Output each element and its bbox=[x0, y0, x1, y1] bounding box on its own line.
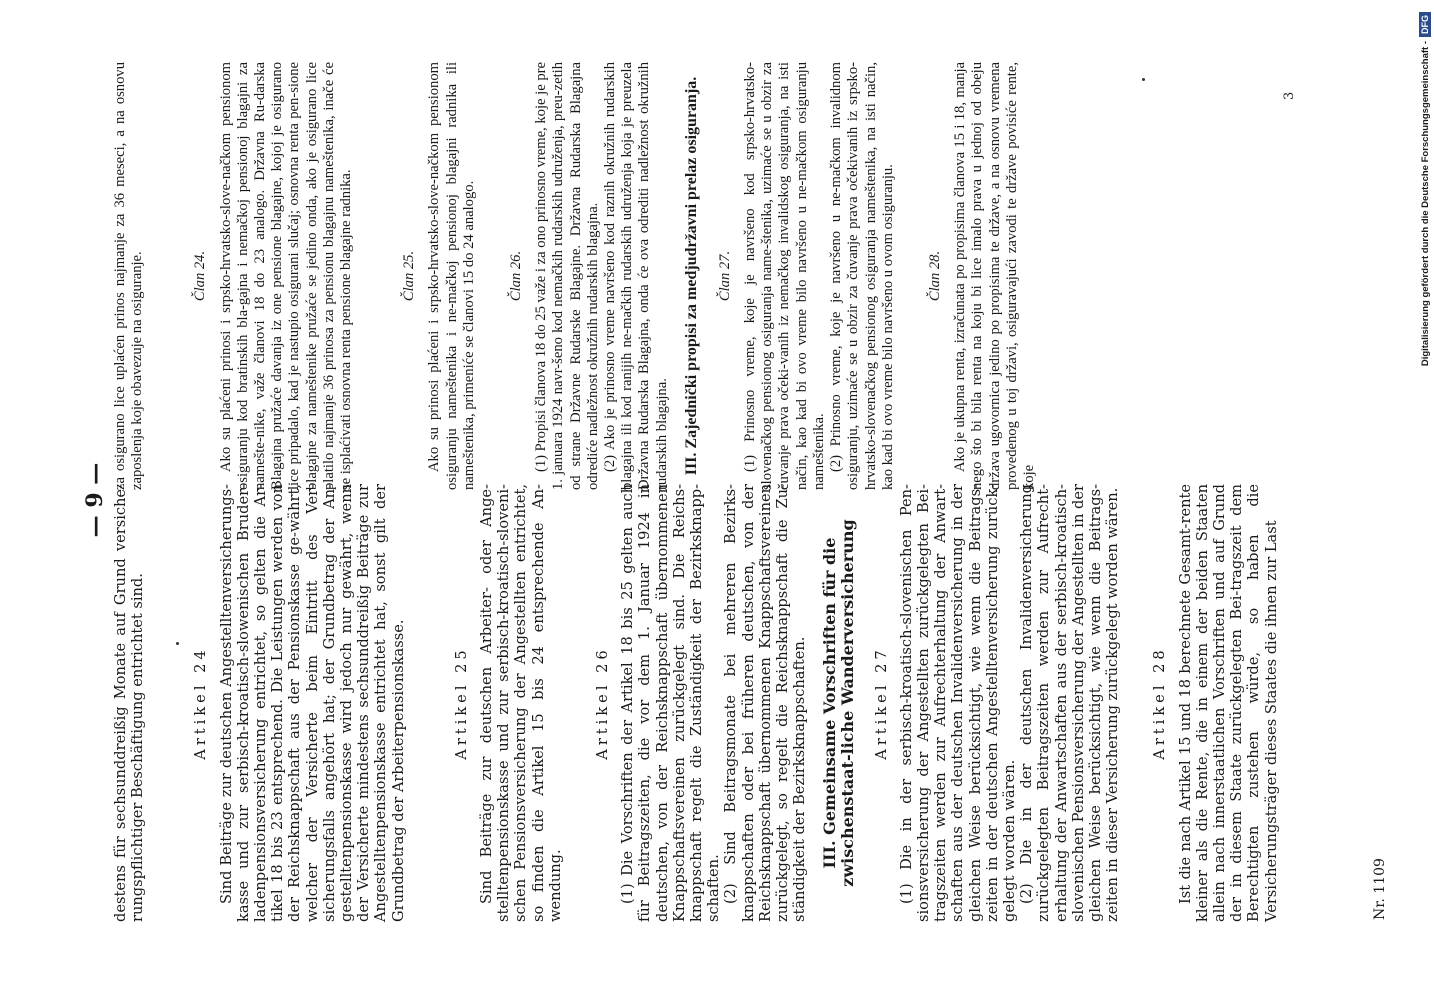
clan-26-paragraph-1: (1) Propisi članova 18 do 25 važe i za ono prinosno vreme, koje je pre 1. januara 1924 navr-šeno kod nemačkih rudarskih udruženja, preu-zetih od strane Državne Rudarske Blagajne. Državna Rudarska Blagajna odrediće nadležnost okružnih rudarskih blagajna. bbox=[533, 62, 601, 490]
dfg-logo: DFG bbox=[1419, 12, 1431, 37]
digitization-credit bbox=[1418, 0, 1434, 1000]
print-speck bbox=[176, 642, 179, 645]
section-3-heading: III. Zajednički propisi za medjudržavni prelaz osiguranja. bbox=[682, 76, 700, 476]
continuation-text: destens für sechsunddreißig Monate auf Grund versiche-rungspflichtiger Beschäftigung entrichtet sind. bbox=[112, 484, 147, 922]
clan-27-heading: Član 27. bbox=[716, 250, 733, 302]
signature-mark: 3 bbox=[1282, 91, 1297, 100]
serbian-column bbox=[112, 62, 1038, 490]
clan-27-paragraph-2: (2) Prinosno vreme, koje je navršeno u ne-mačkom invalidnom osiguranju, uzimaće se u obzir za čuvanje prava očekivanih iz srpsko-hrvatsko-slovenačkog pensionog osiguranja nameštenika, na isti način, kao kad bi ovo vreme bilo navršeno u ovom osiguranju. bbox=[828, 62, 896, 490]
article-24-text: Sind Beiträge zur deutschen Angestelltenversicherungs-kasse und zur serbisch-kroatisch-slowenischen Bruder-ladenpensionsversicherung entrichtet, so gelten die Ar-tikel 18 bis 23 entsprechend. Die Leistungen werden von der Reichsknappschaft aus der Pensionskasse ge-währt, welcher der Versicherte beim Eintritt des Ver-sicherungsfalls angehört hat; der Grundbetrag der An-gestelltenpensionskasse wird jedoch nur gewährt, wenn der Versicherte mindestens sechsunddreißig Beiträge zur Angestelltenpensionskasse entrichtet hat, sonst gilt der Grundbetrag der Arbeiterpensionskasse. bbox=[217, 484, 407, 922]
credit-text: Digitalisierung gefördert durch die Deutsche Forschungsgemeinschaft - bbox=[1420, 41, 1431, 367]
clan-26-paragraph-2: (2) Ako je prinosno vreme navršeno kod raznih okružnih rudarskih blagajna ili kod ranijih ne-mačkih rudarskih udruženja koja je preuzela Državna Rudarska Blagajna, onda će ova odrediti nadležnost okružnih rudarskih blagajna. bbox=[602, 62, 670, 490]
article-26-paragraph-1: (1) Die Vorschriften der Artikel 18 bis 25 gelten auch für Beitragszeiten, die vor dem 1. Januar 1924 in deutschen, von der Reichsknappschaft übernommenen Knappschaftsvereinen zurückgelegt sind. Die Reichs-knappschaft regelt die Zuständigkeit der Bezirksknapp-schaften. bbox=[619, 484, 723, 922]
article-28-heading: Artikel 28 bbox=[1151, 646, 1169, 760]
clan-26-heading: Član 26. bbox=[508, 250, 525, 302]
clan-25-text: Ako su prinosi plaćeni i srpsko-hrvatsko-slove-načkom pensionom osiguranju nameštenika i ne-mačkoj pensionoj blagajni radnika ili nameštenika, primeniće se članovi 15 do 24 analogo. bbox=[426, 62, 477, 490]
article-25-heading: Artikel 25 bbox=[452, 646, 470, 760]
clan-25-heading: Član 25. bbox=[401, 250, 418, 302]
clan-24-text: Ako su plaćeni prinosi i srpsko-hrvatsko-slove-načkom pensionom osiguranju kod bratinskih bla-gajna i nemačkoj pensionoj blagajni za namešte-nike, važe članovi 18 do 23 analogo. Državna Ru-darska Blagajna pružaće davanja iz one pensione blagajne, kojoj je osigurano lice pripadalo, kad je nastupio osigurani slučaj; osnovna renta pen-sione blagajne za nameštenike pružaće se jedino onda, ako je osigurano lice platilo najmanje 36 prinosa za pensionu blagajnu nameštenika, inače će se isplaćivati osnovna renta pensione blagajne radnika. bbox=[217, 62, 355, 490]
article-27-heading: Artikel 27 bbox=[872, 646, 890, 760]
article-27-paragraph-2: (2) Die in der deutschen Invalidenversicherung zurückgelegten Beitragszeiten werden zur Aufrecht-erhaltung der Anwartschaften aus der serbisch-kroatisch-slovenischen Pensionsversicherung der Angestellten in der gleichen Weise berücksichtigt, wie wenn die Beitrags-zeiten in dieser Versicherung zurückgelegt worden wären. bbox=[1018, 484, 1122, 922]
clan-28-text: Ako je ukupna renta, izračunata po propisima članova 15 i 18, manja nego što bi bila renta na koju bi lice imalo prava u jednoj od obeju država ugovornica jedino po propisima te države, a na osnovu vremena provedenog u toj državi, osiguravajući zavodi te države povisiće rente, koje bbox=[952, 62, 1037, 490]
article-27-paragraph-1: (1) Die in der serbisch-kroatisch-slovenischen Pen-sionsversicherung der Angestellten zurückgelegten Bei-tragszeiten werden zur Aufrechterhaltung der Anwart-schaften aus der deutschen Invalidenversicherung in der gleichen Weise berücksichtigt, wie wenn die Beitrags-zeiten in der deutschen Angestelltenversicherung zurück-gelegt worden wären. bbox=[897, 484, 1018, 922]
clan-28-heading: Član 28. bbox=[926, 250, 943, 302]
clan-24-heading: Član 24. bbox=[192, 250, 209, 302]
print-speck bbox=[1142, 78, 1145, 81]
page-header: — 9 — bbox=[82, 462, 108, 538]
clan-27-paragraph-1: (1) Prinosno vreme, koje je navršeno kod srpsko-hrvatsko-slovenačkog pensionog osiguranja name-štenika, uzimaće se u obzir za čuvanje prava očeki-vanih iz nemačkog invalidskog osiguranja, na isti način, kao kad bi ovo vreme bilo navršeno u ne-mačkom osiguranju nameštenika. bbox=[742, 62, 827, 490]
section-3-heading: III. Gemeinsame Vorschriften für die zwischenstaat-liche Wanderversicherung bbox=[819, 519, 857, 887]
article-24-heading: Artikel 24 bbox=[192, 646, 210, 760]
article-28-text: Ist die nach Artikel 15 und 18 berechnete Gesamt-rente kleiner als die Rente, die in einem der beiden Staaten allein nach innerstaatlichen Vorschriften und auf Grund der in diesem Staate zurückgelegten Bei-tragszeit dem Berechtigten zustehen würde, so haben die Versicherungsträger dieses Staates die ihnen zur Last bbox=[1176, 484, 1280, 922]
german-column bbox=[112, 484, 1280, 922]
article-26-paragraph-2: (2) Sind Beitragsmonate bei mehreren Bezirks-knappschaften oder bei früheren deutschen, von der Reichsknappschaft übernommenen Knappschaftsvereinen zurückgelegt, so regelt die Reichsknappschaft die Zu-ständigkeit der Bezirksknappschaften. bbox=[722, 484, 809, 922]
article-26-heading: Artikel 26 bbox=[594, 646, 612, 760]
article-25-text: Sind Beiträge zur deutschen Arbeiter- oder Ange-stelltenpensionskasse und zur serbisch-kroatisch-sloveni-schen Pensionsversicherung der Angestellten entrichtet, so finden die Artikel 15 bis 24 entsprechende An-wendung. bbox=[478, 484, 564, 922]
continuation-text: za osigurano lice uplaćen prinos najmanje za 36 meseci, a na osnovu zaposlenja koje obavezuje na osiguranje. bbox=[112, 62, 146, 490]
issue-number: Nr. 1109 bbox=[1372, 858, 1388, 920]
